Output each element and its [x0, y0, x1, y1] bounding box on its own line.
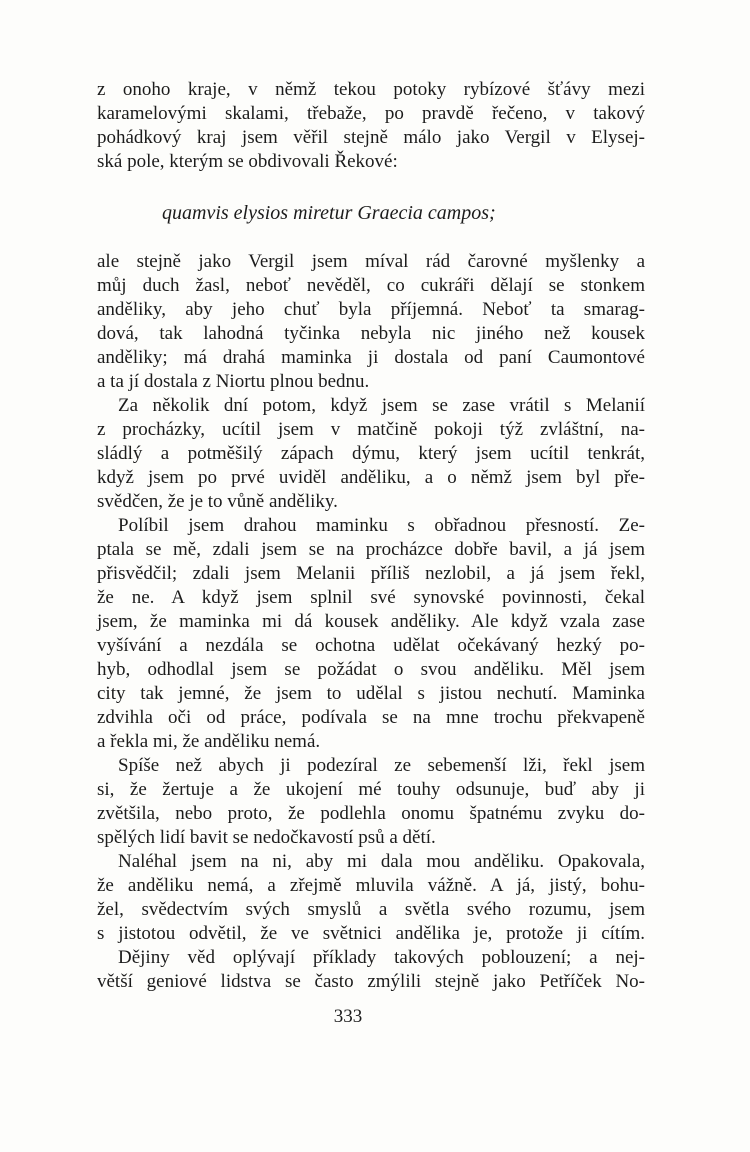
text-line: ptala se mě, zdali jsem se na procházce dobře bavil, a já jsem — [97, 539, 645, 560]
text-line: že anděliku nemá, a zřejmě mluvila vážně. A já, jistý, bohu- — [97, 875, 645, 896]
text-line: Spíše než abych ji podezíral ze sebemenší lži, řekl jsem — [118, 755, 645, 776]
text-line: Políbil jsem drahou maminku s obřadnou přesností. Ze- — [118, 515, 645, 536]
text-line: dová, tak lahodná tyčinka nebyla nic jiného než kousek — [97, 323, 645, 344]
text-line: když jsem po prvé uviděl anděliku, a o němž jsem byl pře- — [97, 467, 645, 488]
text-line: můj duch žasl, neboť nevěděl, co cukráři dělají se stonkem — [97, 275, 645, 296]
text-line: si, že žertuje a že ukojení mé touhy odsunuje, buď aby ji — [97, 779, 645, 800]
text-line: ská pole, kterým se obdivovali Řekové: — [97, 151, 398, 172]
text-line: svědčen, že je to vůně anděliky. — [97, 491, 338, 512]
text-line: zdvihla oči od práce, podívala se na mne trochu překvapeně — [97, 707, 645, 728]
latin-quote: quamvis elysios miretur Graecia campos; — [162, 202, 496, 224]
text-line: Dějiny věd oplývají příklady takových poblouzení; a nej- — [118, 947, 645, 968]
text-line: z procházky, ucítil jsem v matčině pokoji týž zvláštní, na- — [97, 419, 645, 440]
text-line: z onoho kraje, v němž tekou potoky rybízové šťávy mezi — [97, 79, 645, 100]
text-line: Naléhal jsem na ni, aby mi dala mou anděliku. Opakovala, — [118, 851, 645, 872]
text-line: vyšívání a nezdála se ochotna udělat očekávaný hezký po- — [97, 635, 645, 656]
text-line: anděliky, aby jeho chuť byla příjemná. Neboť ta smarag- — [97, 299, 645, 320]
text-line: karamelovými skalami, třebaže, po pravdě řečeno, v takový — [97, 103, 645, 124]
text-line: větší geniové lidstva se často zmýlili stejně jako Petříček No- — [97, 971, 645, 992]
text-line: jsem, že maminka mi dá kousek anděliky. Ale když vzala zase — [97, 611, 645, 632]
text-line: že ne. A když jsem splnil své synovské povinnosti, čekal — [97, 587, 645, 608]
text-line: žel, svědectvím svých smyslů a světla svého rozumu, jsem — [97, 899, 645, 920]
text-line: zvětšila, nebo proto, že podlehla onomu špatnému zvyku do- — [97, 803, 645, 824]
text-line: ale stejně jako Vergil jsem míval rád čarovné myšlenky a — [97, 251, 645, 272]
text-line: spělých lidí bavit se nedočkavostí psů a dětí. — [97, 827, 436, 848]
text-line: sládlý a potměšilý zápach dýmu, který jsem ucítil tenkrát, — [97, 443, 645, 464]
text-line: a ta jí dostala z Niortu plnou bednu. — [97, 371, 370, 392]
text-line: anděliky; má drahá maminka ji dostala od paní Caumontové — [97, 347, 645, 368]
page-number-row — [0, 1006, 750, 1028]
text-line: Za několik dní potom, když jsem se zase vrátil s Melanií — [118, 395, 645, 416]
text-line: s jistotou odvětil, že ve světnici andělika je, protože ji cítím. — [97, 923, 645, 944]
page-number: 333 — [333, 1006, 363, 1027]
text-line: city tak jemné, že jsem to udělal s jistou nechutí. Maminka — [97, 683, 645, 704]
text-line: hyb, odhodlal jsem se požádat o svou anděliku. Měl jsem — [97, 659, 645, 680]
text-line: přisvědčil; zdali jsem Melanii příliš nezlobil, a já jsem řekl, — [97, 563, 645, 584]
text-line: a řekla mi, že anděliku nemá. — [97, 731, 321, 752]
text-line: pohádkový kraj jsem věřil stejně málo jako Vergil v Elysej- — [97, 127, 645, 148]
